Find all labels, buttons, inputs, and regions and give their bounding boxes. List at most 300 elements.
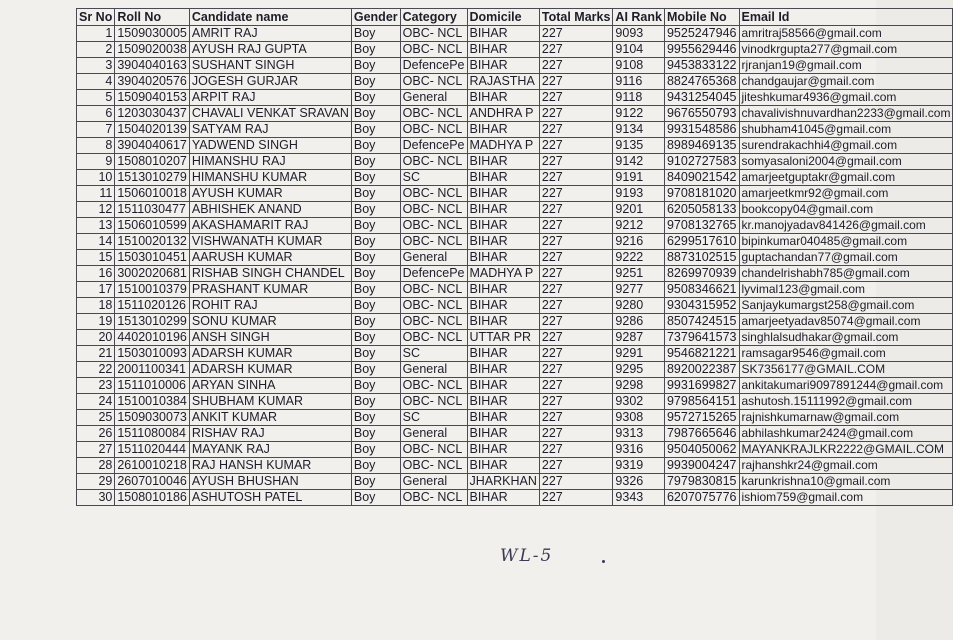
cell-candidate-name: ROHIT RAJ [189, 298, 351, 314]
cell-gender: Boy [351, 234, 400, 250]
table-row [77, 234, 953, 250]
table-row [77, 186, 953, 202]
cell-roll-no: 1511080084 [115, 426, 190, 442]
cell-email-id: rjranjan19@gmail.com [739, 58, 953, 74]
cell-mobile-no: 9955629446 [664, 42, 739, 58]
cell-mobile-no: 9931548586 [664, 122, 739, 138]
cell-gender: Boy [351, 106, 400, 122]
cell-total-marks: 227 [539, 378, 613, 394]
cell-mobile-no: 9504050062 [664, 442, 739, 458]
table-row [77, 490, 953, 506]
cell-gender: Boy [351, 362, 400, 378]
cell-candidate-name: ASHUTOSH PATEL [189, 490, 351, 506]
cell-ai-rank: 9193 [613, 186, 665, 202]
cell-total-marks: 227 [539, 314, 613, 330]
cell-mobile-no: 6299517610 [664, 234, 739, 250]
cell-sr-no: 17 [77, 282, 115, 298]
cell-gender: Boy [351, 298, 400, 314]
table-row [77, 154, 953, 170]
cell-sr-no: 19 [77, 314, 115, 330]
cell-category: OBC- NCL [400, 234, 467, 250]
cell-gender: Boy [351, 202, 400, 218]
cell-category: General [400, 474, 467, 490]
cell-mobile-no: 9431254045 [664, 90, 739, 106]
cell-mobile-no: 8824765368 [664, 74, 739, 90]
cell-gender: Boy [351, 250, 400, 266]
cell-candidate-name: JOGESH GURJAR [189, 74, 351, 90]
table-row [77, 474, 953, 490]
cell-candidate-name: HIMANSHU KUMAR [189, 170, 351, 186]
cell-email-id: Sanjaykumargst258@gmail.com [739, 298, 953, 314]
cell-roll-no: 1510010384 [115, 394, 190, 410]
cell-sr-no: 30 [77, 490, 115, 506]
cell-candidate-name: VISHWANATH KUMAR [189, 234, 351, 250]
cell-total-marks: 227 [539, 298, 613, 314]
cell-roll-no: 1508010186 [115, 490, 190, 506]
cell-sr-no: 28 [77, 458, 115, 474]
cell-mobile-no: 9525247946 [664, 26, 739, 42]
cell-total-marks: 227 [539, 282, 613, 298]
table-row [77, 298, 953, 314]
header-domicile: Domicile [467, 9, 539, 26]
cell-category: OBC- NCL [400, 378, 467, 394]
cell-gender: Boy [351, 74, 400, 90]
cell-gender: Boy [351, 154, 400, 170]
cell-domicile: BIHAR [467, 122, 539, 138]
cell-category: OBC- NCL [400, 330, 467, 346]
cell-ai-rank: 9277 [613, 282, 665, 298]
cell-roll-no: 3002020681 [115, 266, 190, 282]
cell-total-marks: 227 [539, 122, 613, 138]
cell-mobile-no: 9798564151 [664, 394, 739, 410]
cell-mobile-no: 9708132765 [664, 218, 739, 234]
cell-roll-no: 1203030437 [115, 106, 190, 122]
cell-candidate-name: PRASHANT KUMAR [189, 282, 351, 298]
cell-total-marks: 227 [539, 250, 613, 266]
cell-domicile: BIHAR [467, 394, 539, 410]
cell-domicile: BIHAR [467, 282, 539, 298]
cell-email-id: rajhanshkr24@gmail.com [739, 458, 953, 474]
cell-roll-no: 1511010006 [115, 378, 190, 394]
cell-ai-rank: 9308 [613, 410, 665, 426]
cell-email-id: guptachandan77@gmail.com [739, 250, 953, 266]
cell-gender: Boy [351, 474, 400, 490]
cell-domicile: RAJASTHA [467, 74, 539, 90]
cell-candidate-name: ARPIT RAJ [189, 90, 351, 106]
header-ai-rank: AI Rank [613, 9, 665, 26]
cell-ai-rank: 9251 [613, 266, 665, 282]
cell-gender: Boy [351, 314, 400, 330]
cell-candidate-name: ADARSH KUMAR [189, 346, 351, 362]
cell-mobile-no: 8920022387 [664, 362, 739, 378]
table-row [77, 26, 953, 42]
cell-total-marks: 227 [539, 138, 613, 154]
cell-category: DefencePe [400, 58, 467, 74]
cell-category: OBC- NCL [400, 106, 467, 122]
cell-roll-no: 1513010299 [115, 314, 190, 330]
cell-roll-no: 1503010451 [115, 250, 190, 266]
cell-ai-rank: 9108 [613, 58, 665, 74]
cell-total-marks: 227 [539, 442, 613, 458]
cell-mobile-no: 9708181020 [664, 186, 739, 202]
cell-gender: Boy [351, 378, 400, 394]
cell-ai-rank: 9116 [613, 74, 665, 90]
cell-total-marks: 227 [539, 474, 613, 490]
cell-roll-no: 3904040163 [115, 58, 190, 74]
table-row [77, 58, 953, 74]
cell-sr-no: 20 [77, 330, 115, 346]
cell-ai-rank: 9216 [613, 234, 665, 250]
cell-mobile-no: 9453833122 [664, 58, 739, 74]
cell-roll-no: 1511020126 [115, 298, 190, 314]
cell-ai-rank: 9142 [613, 154, 665, 170]
cell-sr-no: 27 [77, 442, 115, 458]
cell-mobile-no: 8269970939 [664, 266, 739, 282]
cell-candidate-name: ARYAN SINHA [189, 378, 351, 394]
cell-sr-no: 1 [77, 26, 115, 42]
cell-email-id: karunkrishna10@gmail.com [739, 474, 953, 490]
cell-gender: Boy [351, 282, 400, 298]
cell-ai-rank: 9302 [613, 394, 665, 410]
cell-email-id: abhilashkumar2424@gmail.com [739, 426, 953, 442]
cell-email-id: bookcopy04@gmail.com [739, 202, 953, 218]
cell-ai-rank: 9298 [613, 378, 665, 394]
cell-gender: Boy [351, 42, 400, 58]
cell-domicile: BIHAR [467, 42, 539, 58]
cell-domicile: BIHAR [467, 58, 539, 74]
cell-ai-rank: 9212 [613, 218, 665, 234]
cell-mobile-no: 7379641573 [664, 330, 739, 346]
cell-total-marks: 227 [539, 330, 613, 346]
cell-roll-no: 1503010093 [115, 346, 190, 362]
cell-email-id: ankitakumari9097891244@gmail.com [739, 378, 953, 394]
cell-total-marks: 227 [539, 266, 613, 282]
cell-candidate-name: AMRIT RAJ [189, 26, 351, 42]
cell-mobile-no: 9102727583 [664, 154, 739, 170]
cell-mobile-no: 7987665646 [664, 426, 739, 442]
cell-category: General [400, 426, 467, 442]
cell-category: OBC- NCL [400, 42, 467, 58]
cell-total-marks: 227 [539, 346, 613, 362]
cell-sr-no: 25 [77, 410, 115, 426]
cell-email-id: rajnishkumarnaw@gmail.com [739, 410, 953, 426]
cell-domicile: UTTAR PR [467, 330, 539, 346]
cell-category: OBC- NCL [400, 26, 467, 42]
cell-sr-no: 18 [77, 298, 115, 314]
cell-roll-no: 1513010279 [115, 170, 190, 186]
cell-domicile: BIHAR [467, 90, 539, 106]
cell-email-id: amarjeetguptakr@gmail.com [739, 170, 953, 186]
cell-candidate-name: HIMANSHU RAJ [189, 154, 351, 170]
cell-mobile-no: 8873102515 [664, 250, 739, 266]
header-total-marks: Total Marks [539, 9, 613, 26]
cell-email-id: lyvimal123@gmail.com [739, 282, 953, 298]
cell-roll-no: 1511030477 [115, 202, 190, 218]
cell-email-id: chandelrishabh785@gmail.com [739, 266, 953, 282]
cell-sr-no: 24 [77, 394, 115, 410]
cell-candidate-name: YADWEND SINGH [189, 138, 351, 154]
cell-ai-rank: 9313 [613, 426, 665, 442]
ink-dot [602, 560, 605, 563]
cell-ai-rank: 9319 [613, 458, 665, 474]
cell-gender: Boy [351, 186, 400, 202]
cell-total-marks: 227 [539, 154, 613, 170]
cell-sr-no: 26 [77, 426, 115, 442]
cell-domicile: BIHAR [467, 218, 539, 234]
table-row [77, 218, 953, 234]
cell-ai-rank: 9191 [613, 170, 665, 186]
cell-email-id: vinodkrgupta277@gmail.com [739, 42, 953, 58]
cell-gender: Boy [351, 458, 400, 474]
cell-candidate-name: ANKIT KUMAR [189, 410, 351, 426]
cell-candidate-name: ABHISHEK ANAND [189, 202, 351, 218]
cell-total-marks: 227 [539, 170, 613, 186]
cell-ai-rank: 9135 [613, 138, 665, 154]
cell-gender: Boy [351, 90, 400, 106]
cell-email-id: chandgaujar@gmail.com [739, 74, 953, 90]
cell-gender: Boy [351, 218, 400, 234]
cell-domicile: BIHAR [467, 410, 539, 426]
cell-candidate-name: RISHAV RAJ [189, 426, 351, 442]
cell-total-marks: 227 [539, 394, 613, 410]
cell-email-id: chavalivishnuvardhan2233@gmail.com [739, 106, 953, 122]
cell-email-id: kr.manojyadav841426@gmail.com [739, 218, 953, 234]
cell-ai-rank: 9295 [613, 362, 665, 378]
cell-roll-no: 1510020132 [115, 234, 190, 250]
cell-candidate-name: CHAVALI VENKAT SRAVAN [189, 106, 351, 122]
cell-category: OBC- NCL [400, 490, 467, 506]
cell-category: SC [400, 346, 467, 362]
cell-total-marks: 227 [539, 218, 613, 234]
cell-domicile: BIHAR [467, 250, 539, 266]
cell-mobile-no: 9931699827 [664, 378, 739, 394]
cell-candidate-name: ANSH SINGH [189, 330, 351, 346]
cell-roll-no: 3904020576 [115, 74, 190, 90]
cell-ai-rank: 9104 [613, 42, 665, 58]
cell-category: General [400, 250, 467, 266]
table-row [77, 202, 953, 218]
cell-ai-rank: 9316 [613, 442, 665, 458]
cell-gender: Boy [351, 346, 400, 362]
cell-mobile-no: 8507424515 [664, 314, 739, 330]
cell-category: OBC- NCL [400, 458, 467, 474]
cell-mobile-no: 7979830815 [664, 474, 739, 490]
cell-total-marks: 227 [539, 362, 613, 378]
cell-roll-no: 1508010207 [115, 154, 190, 170]
cell-roll-no: 1506010599 [115, 218, 190, 234]
cell-domicile: BIHAR [467, 314, 539, 330]
cell-ai-rank: 9134 [613, 122, 665, 138]
cell-domicile: BIHAR [467, 186, 539, 202]
cell-domicile: BIHAR [467, 458, 539, 474]
cell-email-id: SK7356177@GMAIL.COM [739, 362, 953, 378]
table-row [77, 106, 953, 122]
table-row [77, 410, 953, 426]
cell-category: OBC- NCL [400, 154, 467, 170]
cell-domicile: BIHAR [467, 154, 539, 170]
cell-ai-rank: 9222 [613, 250, 665, 266]
cell-total-marks: 227 [539, 42, 613, 58]
cell-sr-no: 5 [77, 90, 115, 106]
cell-category: OBC- NCL [400, 202, 467, 218]
cell-total-marks: 227 [539, 106, 613, 122]
cell-ai-rank: 9326 [613, 474, 665, 490]
cell-sr-no: 15 [77, 250, 115, 266]
header-mobile-no: Mobile No [664, 9, 739, 26]
cell-gender: Boy [351, 442, 400, 458]
cell-email-id: surendrakachhi4@gmail.com [739, 138, 953, 154]
table-row [77, 282, 953, 298]
cell-sr-no: 2 [77, 42, 115, 58]
cell-sr-no: 16 [77, 266, 115, 282]
cell-sr-no: 8 [77, 138, 115, 154]
cell-candidate-name: ADARSH KUMAR [189, 362, 351, 378]
cell-sr-no: 9 [77, 154, 115, 170]
cell-category: OBC- NCL [400, 442, 467, 458]
cell-category: OBC- NCL [400, 394, 467, 410]
table-row [77, 378, 953, 394]
cell-total-marks: 227 [539, 426, 613, 442]
cell-sr-no: 12 [77, 202, 115, 218]
cell-candidate-name: SONU KUMAR [189, 314, 351, 330]
cell-email-id: bipinkumar040485@gmail.com [739, 234, 953, 250]
cell-gender: Boy [351, 122, 400, 138]
table-row [77, 122, 953, 138]
cell-sr-no: 14 [77, 234, 115, 250]
cell-domicile: BIHAR [467, 442, 539, 458]
cell-total-marks: 227 [539, 410, 613, 426]
cell-roll-no: 1509030073 [115, 410, 190, 426]
cell-email-id: amarjeetyadav85074@gmail.com [739, 314, 953, 330]
cell-roll-no: 3904040617 [115, 138, 190, 154]
cell-roll-no: 1509030005 [115, 26, 190, 42]
cell-mobile-no: 9304315952 [664, 298, 739, 314]
cell-ai-rank: 9280 [613, 298, 665, 314]
cell-sr-no: 6 [77, 106, 115, 122]
cell-mobile-no: 8989469135 [664, 138, 739, 154]
cell-total-marks: 227 [539, 234, 613, 250]
cell-domicile: ANDHRA P [467, 106, 539, 122]
cell-gender: Boy [351, 394, 400, 410]
table-body [77, 26, 953, 506]
cell-ai-rank: 9343 [613, 490, 665, 506]
cell-ai-rank: 9093 [613, 26, 665, 42]
cell-sr-no: 4 [77, 74, 115, 90]
cell-category: OBC- NCL [400, 74, 467, 90]
cell-category: DefencePe [400, 266, 467, 282]
cell-domicile: MADHYA P [467, 266, 539, 282]
cell-domicile: BIHAR [467, 378, 539, 394]
cell-email-id: ishiom759@gmail.com [739, 490, 953, 506]
cell-roll-no: 2610010218 [115, 458, 190, 474]
cell-domicile: BIHAR [467, 346, 539, 362]
cell-mobile-no: 9572715265 [664, 410, 739, 426]
cell-domicile: BIHAR [467, 170, 539, 186]
cell-gender: Boy [351, 330, 400, 346]
candidate-table [76, 8, 953, 506]
cell-mobile-no: 6207075776 [664, 490, 739, 506]
cell-roll-no: 1504020139 [115, 122, 190, 138]
cell-category: General [400, 362, 467, 378]
cell-mobile-no: 9546821221 [664, 346, 739, 362]
cell-domicile: BIHAR [467, 298, 539, 314]
cell-sr-no: 11 [77, 186, 115, 202]
cell-sr-no: 7 [77, 122, 115, 138]
cell-category: SC [400, 170, 467, 186]
table-row [77, 90, 953, 106]
cell-candidate-name: AYUSH RAJ GUPTA [189, 42, 351, 58]
cell-email-id: ramsagar9546@gmail.com [739, 346, 953, 362]
cell-gender: Boy [351, 410, 400, 426]
header-row [77, 9, 953, 26]
header-roll-no: Roll No [115, 9, 190, 26]
table-row [77, 394, 953, 410]
cell-ai-rank: 9286 [613, 314, 665, 330]
table-row [77, 250, 953, 266]
cell-category: OBC- NCL [400, 218, 467, 234]
table-row [77, 266, 953, 282]
cell-domicile: BIHAR [467, 426, 539, 442]
table-row [77, 442, 953, 458]
cell-total-marks: 227 [539, 26, 613, 42]
cell-domicile: MADHYA P [467, 138, 539, 154]
header-candidate-name: Candidate name [189, 9, 351, 26]
cell-domicile: BIHAR [467, 202, 539, 218]
cell-roll-no: 1511020444 [115, 442, 190, 458]
cell-sr-no: 22 [77, 362, 115, 378]
cell-category: OBC- NCL [400, 298, 467, 314]
cell-candidate-name: AYUSH BHUSHAN [189, 474, 351, 490]
table-row [77, 458, 953, 474]
table-row [77, 346, 953, 362]
cell-total-marks: 227 [539, 202, 613, 218]
cell-candidate-name: MAYANK RAJ [189, 442, 351, 458]
cell-roll-no: 2001100341 [115, 362, 190, 378]
cell-total-marks: 227 [539, 186, 613, 202]
cell-mobile-no: 8409021542 [664, 170, 739, 186]
cell-domicile: JHARKHAN [467, 474, 539, 490]
cell-gender: Boy [351, 138, 400, 154]
cell-candidate-name: AYUSH KUMAR [189, 186, 351, 202]
cell-total-marks: 227 [539, 490, 613, 506]
cell-ai-rank: 9201 [613, 202, 665, 218]
cell-candidate-name: RAJ HANSH KUMAR [189, 458, 351, 474]
cell-sr-no: 10 [77, 170, 115, 186]
cell-candidate-name: RISHAB SINGH CHANDEL [189, 266, 351, 282]
cell-gender: Boy [351, 266, 400, 282]
cell-gender: Boy [351, 58, 400, 74]
cell-ai-rank: 9118 [613, 90, 665, 106]
table-row [77, 74, 953, 90]
cell-candidate-name: AKASHAMARIT RAJ [189, 218, 351, 234]
cell-email-id: singhlalsudhakar@gmail.com [739, 330, 953, 346]
cell-category: General [400, 90, 467, 106]
cell-total-marks: 227 [539, 90, 613, 106]
cell-category: SC [400, 410, 467, 426]
cell-candidate-name: SHUBHAM KUMAR [189, 394, 351, 410]
cell-domicile: BIHAR [467, 362, 539, 378]
cell-gender: Boy [351, 26, 400, 42]
cell-roll-no: 2607010046 [115, 474, 190, 490]
cell-sr-no: 3 [77, 58, 115, 74]
cell-roll-no: 1506010018 [115, 186, 190, 202]
table-row [77, 170, 953, 186]
cell-total-marks: 227 [539, 458, 613, 474]
cell-domicile: BIHAR [467, 490, 539, 506]
cell-sr-no: 13 [77, 218, 115, 234]
header-email-id: Email Id [739, 9, 953, 26]
cell-category: OBC- NCL [400, 282, 467, 298]
